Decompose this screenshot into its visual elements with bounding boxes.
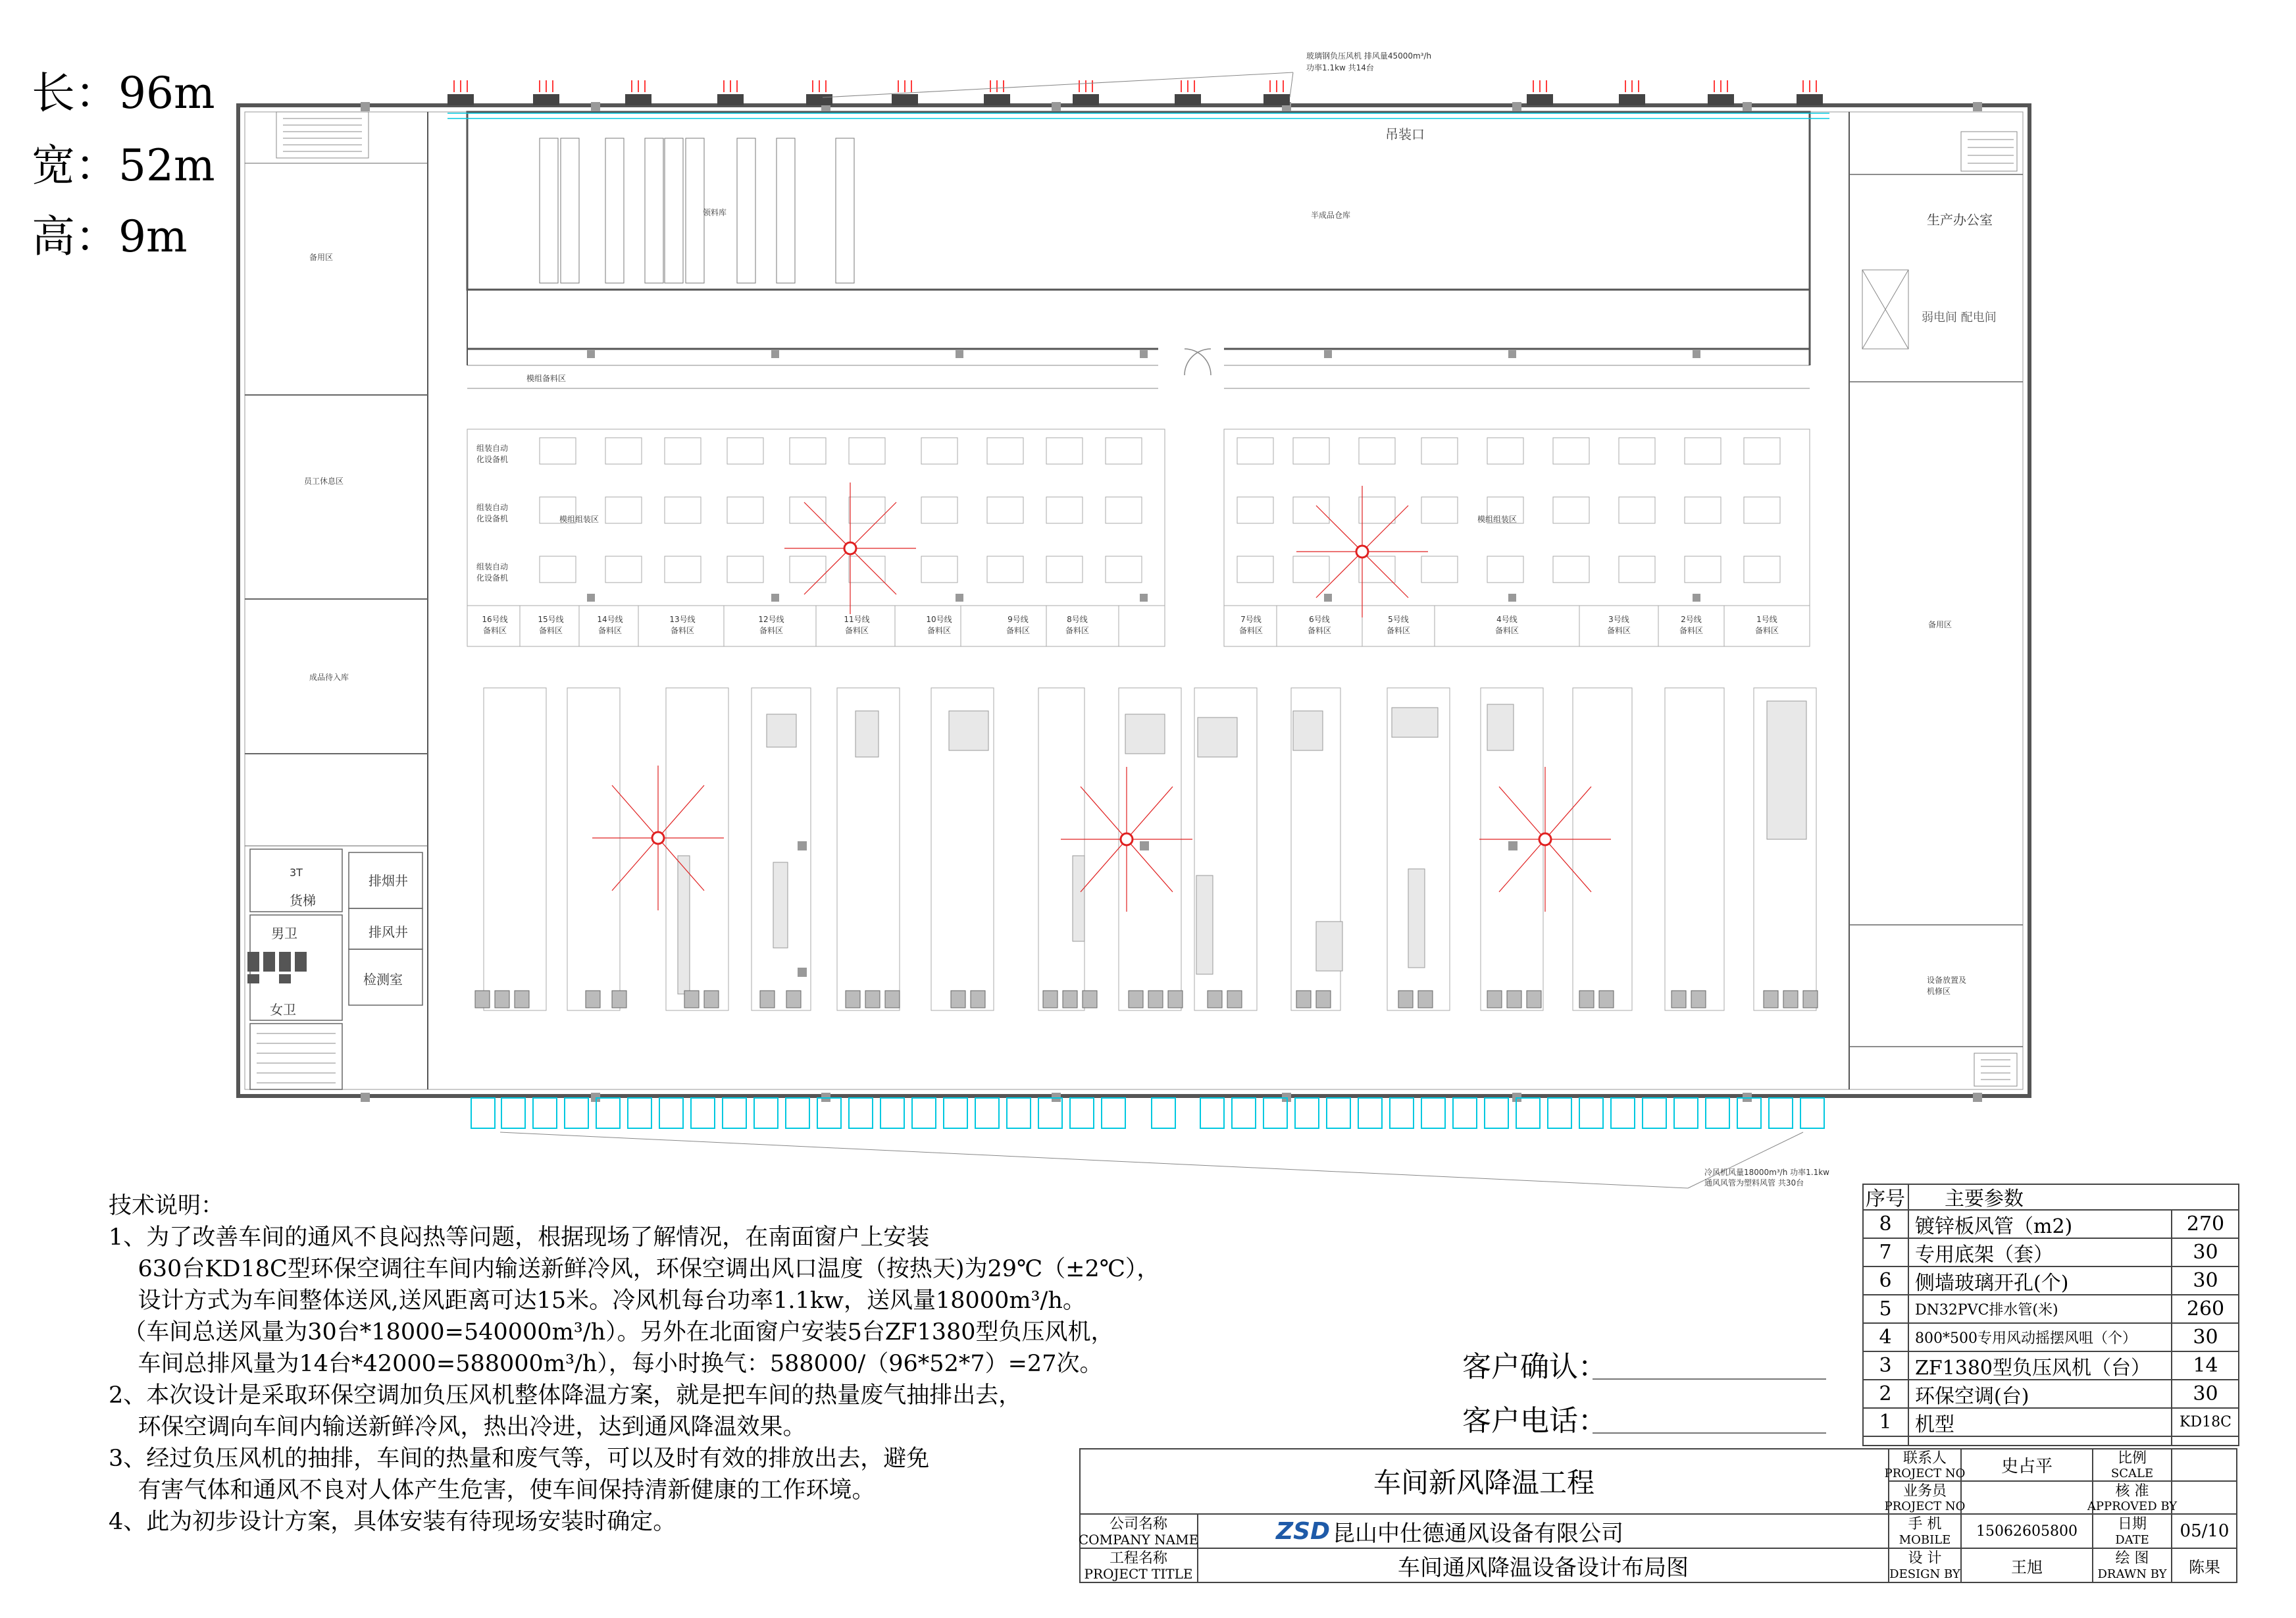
title-label-en: PROJECT TITLE [1084, 1566, 1193, 1582]
param-name: 环保空调(台) [1915, 1384, 2029, 1408]
line-label: 7号线 备料区 [1238, 615, 1263, 635]
title-label-cn: 工程名称 [1109, 1550, 1167, 1567]
weak-power-room-label: 弱电间 配电间 [1922, 311, 1997, 325]
scale-label-cn: 比例 [2117, 1449, 2147, 1467]
drawn-label-en: DRAWN BY [2097, 1567, 2167, 1581]
note-line: 设计方式为车间整体送风,送风距离可达15米。冷风机每台功率1.1kw，送风量18000m³/h。 [109, 1288, 1086, 1314]
customer-phone-label: 客户电话： [1462, 1404, 1607, 1438]
param-no: 5 [1879, 1297, 1892, 1320]
spare-zone-label: 备用区 [309, 253, 334, 262]
material-zone-label: 模组备料区 [526, 374, 567, 383]
note-line: （车间总送风量为30台*18000=540000m³/h）。另外在北面窗户安装5台ZF1380型负压风机， [109, 1319, 1114, 1345]
param-qty: 260 [2186, 1297, 2225, 1320]
sales-label-en: PROJECT NO [1884, 1499, 1966, 1513]
line-label: 14号线 备料区 [597, 615, 623, 635]
spare-zone-right-label: 备用区 [1928, 620, 1952, 629]
note-line: 630台KD18C型环保空调往车间内输送新鲜冷风，环保空调出风口温度（按热天)为29℃（±2℃）， [109, 1256, 1160, 1282]
date-value: 05/10 [2180, 1521, 2230, 1541]
design-label-en: DESIGN BY [1889, 1567, 1960, 1581]
contact-value: 史占平 [2001, 1456, 2053, 1476]
param-qty: 30 [2193, 1382, 2218, 1405]
sales-label-cn: 业务员 [1902, 1482, 1947, 1500]
param-qty: 14 [2193, 1354, 2218, 1377]
air-diffusers [592, 483, 1611, 912]
cooler-note-1: 冷风机风量18000m³/h 功率1.1kw [1704, 1168, 1829, 1177]
production-office-label: 生产办公室 [1927, 212, 1993, 228]
elevator-capacity-label: 3T [290, 866, 303, 879]
date-label-en: DATE [2115, 1532, 2149, 1547]
param-qty: 30 [2193, 1241, 2218, 1264]
line-labels-right [1225, 613, 1810, 636]
company-label-en: COMPANY NAME [1078, 1532, 1199, 1548]
note-line: 有害气体和通风不良对人体产生危害，使车间保持清新健康的工作环境。 [109, 1477, 875, 1503]
param-name: 800*500专用风动摇摆风咀（个） [1915, 1330, 2137, 1347]
semi-finished-store-label: 半成品仓库 [1311, 211, 1351, 220]
company-label-cn: 公司名称 [1109, 1515, 1167, 1532]
line-label: 11号线 备料区 [844, 615, 870, 635]
auto-machine-label-3: 组装自动化设备机 [476, 562, 509, 583]
notes-title: 技术说明： [109, 1193, 224, 1219]
line-label: 10号线 备料区 [926, 615, 952, 635]
customer-confirm-label: 客户确认： [1462, 1350, 1607, 1384]
note-line: 4、此为初步设计方案，具体安装有待现场安装时确定。 [109, 1509, 676, 1535]
contact-label-cn: 联系人 [1902, 1449, 1947, 1467]
mobile-label-en: MOBILE [1899, 1532, 1951, 1547]
line-label: 4号线 备料区 [1494, 615, 1519, 635]
line-labels-left [469, 613, 1165, 636]
param-no: 4 [1879, 1326, 1892, 1349]
line-label: 13号线 备料区 [669, 615, 696, 635]
project-name: 车间新风降温工程 [1373, 1467, 1594, 1499]
date-label-cn: 日期 [2117, 1515, 2147, 1532]
drawn-label-cn: 绘 图 [2115, 1550, 2149, 1567]
cooler-note-2: 通风风管为塑料风管 共30台 [1704, 1178, 1804, 1187]
hoist-opening-label: 吊装口 [1385, 126, 1425, 142]
line-label: 16号线 备料区 [482, 615, 508, 635]
note-line: 环保空调向车间内输送新鲜冷风，热出冷进，达到通风降温效果。 [109, 1414, 806, 1440]
note-line: 2、本次设计是采取环保空调加负压风机整体降温方案，就是把车间的热量废气抽排出去， [109, 1382, 1022, 1409]
width-label: 宽：52m [32, 140, 215, 191]
param-no: 6 [1879, 1269, 1892, 1292]
company-name: 昆山中仕德通风设备有限公司 [1333, 1520, 1623, 1547]
auto-machine-label-2: 组装自动化设备机 [476, 503, 509, 523]
structural-columns [361, 102, 1982, 1102]
drawing-title: 车间通风降温设备设计布局图 [1398, 1554, 1689, 1581]
note-line: 3、经过负压风机的抽排，车间的热量和废气等，可以及时有效的排放出去，避免 [109, 1446, 930, 1472]
param-qty: KD18C [2180, 1414, 2232, 1430]
height-label: 高：9m [32, 211, 188, 262]
exhaust-shaft-label: 排风井 [369, 924, 408, 940]
finished-entry-label: 成品待入库 [309, 673, 349, 682]
mobile-label-cn: 手 机 [1908, 1515, 1942, 1532]
technical-notes [109, 1190, 1227, 1538]
note-line: 1、为了改善车间的通风不良闷热等问题，根据现场了解情况，在南面窗户上安装 [109, 1224, 930, 1251]
customer-confirm-line [1593, 1378, 1826, 1380]
female-wc-label: 女卫 [270, 1002, 296, 1018]
freight-elevator-label: 货梯 [290, 893, 316, 908]
air-coolers [471, 1098, 1824, 1128]
design-label-cn: 设 计 [1908, 1550, 1942, 1567]
exhaust-fans [447, 80, 1823, 105]
approved-label-en: APPROVED BY [2087, 1499, 2178, 1513]
mobile-value: 15062605800 [1976, 1523, 2078, 1540]
param-name: 镀锌板风管（m2) [1915, 1214, 2073, 1238]
line-label: 3号线 备料区 [1606, 615, 1631, 635]
param-no: 1 [1879, 1411, 1892, 1434]
exhaust-fan-note-2: 功率1.1kw 共14台 [1306, 63, 1374, 72]
machine-grid [540, 438, 1780, 583]
param-no: 7 [1879, 1241, 1892, 1264]
raw-material-store-label: 领料库 [703, 208, 727, 217]
param-name: 机型 [1915, 1413, 1954, 1436]
customer-phone-line [1593, 1432, 1826, 1434]
length-label: 长：96m [32, 68, 215, 118]
staff-rest-label: 员工休息区 [304, 477, 344, 486]
line-label: 9号线 备料区 [1006, 615, 1030, 635]
design-value: 王旭 [2011, 1557, 2043, 1577]
param-name: DN32PVC排水管(米) [1915, 1302, 2058, 1318]
param-name: ZF1380型负压风机（台） [1915, 1356, 2151, 1380]
params-col-no: 序号 [1866, 1187, 1905, 1211]
param-no: 8 [1879, 1213, 1892, 1236]
line-label: 1号线 备料区 [1754, 615, 1779, 635]
smoke-shaft-label: 排烟井 [369, 873, 408, 889]
scale-label-en: SCALE [2110, 1466, 2154, 1480]
note-line: 车间总排风量为14台*42000=588000m³/h），每小时换气：588000/（96*52*7）=27次。 [109, 1351, 1103, 1377]
building-outline [238, 105, 2029, 1096]
title-block [1079, 1448, 2237, 1583]
line-label: 6号线 备料区 [1307, 615, 1331, 635]
params-col-title: 主要参数 [1945, 1187, 2024, 1211]
param-no: 3 [1879, 1354, 1892, 1377]
drawn-value: 陈果 [2189, 1557, 2220, 1577]
gluing-zone-1-label: 模组组装区 [559, 515, 600, 524]
param-qty: 30 [2193, 1269, 2218, 1292]
line-label: 12号线 备料区 [758, 615, 784, 635]
line-label: 8号线 备料区 [1065, 615, 1089, 635]
param-no: 2 [1879, 1382, 1892, 1405]
param-qty: 30 [2193, 1326, 2218, 1349]
line-label: 5号线 备料区 [1386, 615, 1410, 635]
param-name: 侧墙玻璃开孔(个) [1915, 1271, 2069, 1295]
param-qty: 270 [2186, 1213, 2225, 1236]
gluing-zone-2-label: 模组组装区 [1477, 515, 1518, 524]
exhaust-fan-note-1: 玻璃钢负压风机 排风量45000m³/h [1306, 51, 1432, 61]
approved-label-cn: 核 准 [2115, 1482, 2149, 1500]
auto-machine-label-1: 组装自动化设备机 [476, 444, 509, 464]
line-label: 2号线 备料区 [1679, 615, 1703, 635]
equipment-room-label: 设备放置及机修区 [1927, 976, 1967, 996]
line-label: 15号线 备料区 [538, 615, 564, 635]
params-table [1862, 1184, 2239, 1447]
company-logo: ZSD [1276, 1517, 1330, 1545]
male-wc-label: 男卫 [271, 926, 297, 941]
param-name: 专用底架（套） [1915, 1243, 2053, 1266]
contact-label-en: PROJECT NO [1884, 1466, 1966, 1480]
inspection-room-label: 检测室 [363, 972, 403, 987]
